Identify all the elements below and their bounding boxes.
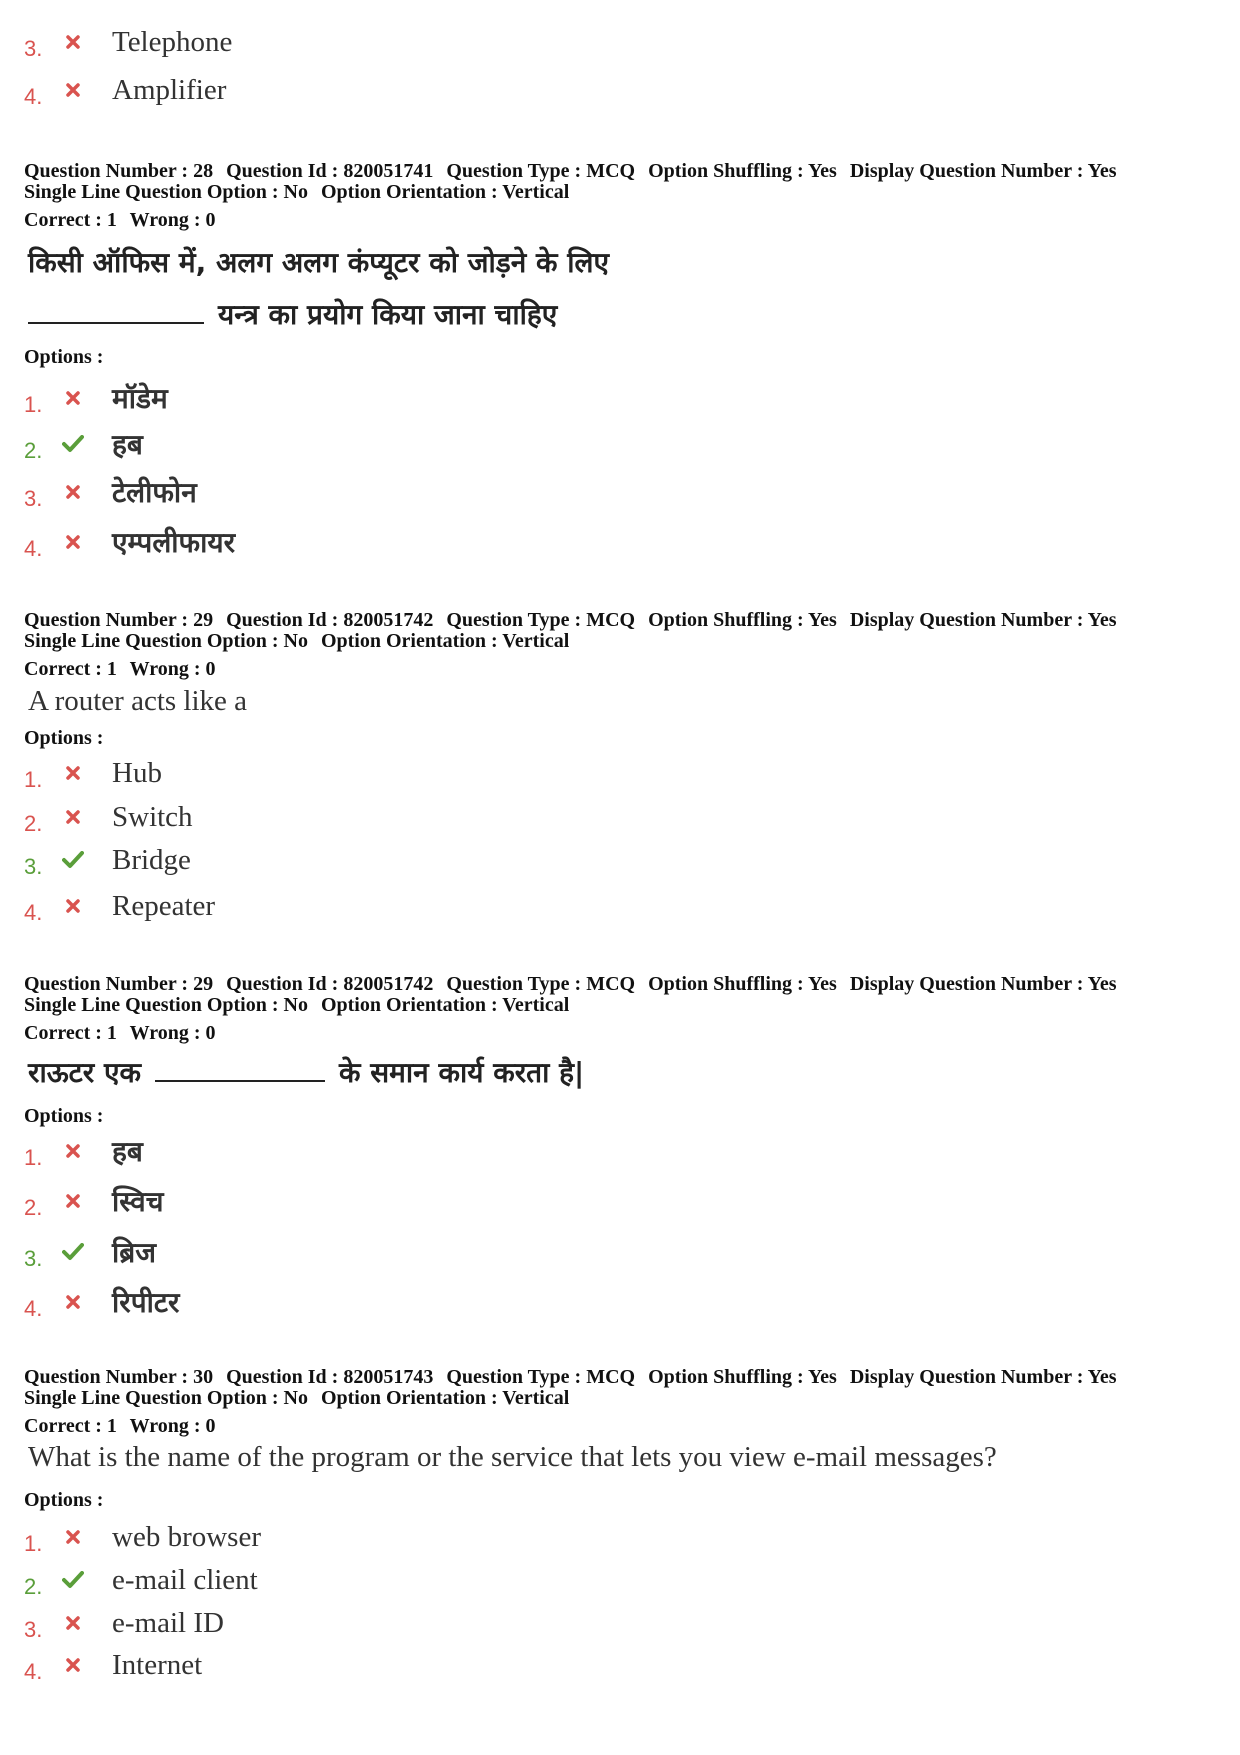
option-text: एम्पलीफायर: [112, 526, 236, 559]
options-label: Options :: [24, 1105, 104, 1127]
option-number: 4.: [24, 84, 43, 109]
option-number: 3.: [24, 854, 43, 879]
question-meta-line2: Single Line Question Option : No Option Orientation : Vertical: [24, 994, 570, 1016]
option-row: [24, 522, 235, 562]
option-row: [24, 22, 232, 62]
option-text: Repeater: [112, 889, 216, 922]
option-row: [24, 797, 193, 837]
cross-icon: [62, 1654, 84, 1676]
cross-icon: [62, 1291, 84, 1313]
option-number: 3.: [24, 1246, 43, 1271]
option-row: [24, 840, 191, 880]
question-number: 29: [193, 973, 214, 995]
cross-icon: [62, 531, 84, 553]
option-text: Telephone: [112, 25, 233, 58]
option-number: 3.: [24, 36, 43, 61]
question-text-line: यन्त्र का प्रयोग किया जाना चाहिए: [28, 295, 557, 333]
options-label: Options :: [24, 346, 104, 368]
option-text: रिपीटर: [112, 1286, 180, 1319]
question-score: Correct : 1 Wrong : 0: [24, 658, 216, 680]
option-text: e-mail client: [112, 1563, 258, 1596]
option-text: ब्रिज: [112, 1236, 157, 1269]
cross-icon: [62, 387, 84, 409]
cross-icon: [62, 1140, 84, 1162]
question-meta-line1: Question Number : 29 Question Id : 820051742 Question Type : MCQ Option Shuffling : Yes Display Question Number : Yes: [24, 609, 1117, 631]
option-row: [24, 753, 162, 793]
option-row: [24, 378, 168, 418]
question-score: Correct : 1 Wrong : 0: [24, 1022, 216, 1044]
question-score: Correct : 1 Wrong : 0: [24, 1415, 216, 1437]
question-id: 820051741: [343, 160, 434, 182]
option-number: 4.: [24, 1659, 43, 1684]
option-text: e-mail ID: [112, 1606, 224, 1639]
option-row: [24, 1645, 202, 1685]
option-number: 3.: [24, 1617, 43, 1642]
question-meta-line1: Question Number : 29 Question Id : 820051742 Question Type : MCQ Option Shuffling : Yes Display Question Number : Yes: [24, 973, 1117, 995]
check-icon: [62, 433, 84, 455]
question-id: 820051742: [343, 609, 434, 631]
option-text: Hub: [112, 756, 162, 789]
question-text-line: राऊटर एक के समान कार्य करता है|: [28, 1056, 585, 1089]
question-text-line: A router acts like a: [28, 685, 248, 717]
check-icon: [62, 849, 84, 871]
cross-icon: [62, 1526, 84, 1548]
option-number: 1.: [24, 1531, 43, 1556]
option-number: 4.: [24, 536, 43, 561]
cross-icon: [62, 1612, 84, 1634]
question-number: 29: [193, 609, 214, 631]
answer-blank: [155, 1080, 325, 1082]
option-text: टेलीफोन: [112, 476, 197, 509]
option-text: हब: [112, 428, 143, 461]
cross-icon: [62, 806, 84, 828]
question-text-line: किसी ऑफिस में, अलग अलग कंप्यूटर को जोड़ने के लिए: [28, 246, 610, 279]
option-number: 1.: [24, 767, 43, 792]
option-number: 2.: [24, 811, 43, 836]
question-meta-line1: Question Number : 28 Question Id : 820051741 Question Type : MCQ Option Shuffling : Yes Display Question Number : Yes: [24, 160, 1117, 182]
options-label: Options :: [24, 727, 104, 749]
option-row: [24, 886, 215, 926]
option-row: [24, 70, 226, 110]
option-number: 4.: [24, 1296, 43, 1321]
option-number: 1.: [24, 392, 43, 417]
option-text: web browser: [112, 1520, 261, 1553]
question-number: 30: [193, 1366, 214, 1388]
question-meta-line2: Single Line Question Option : No Option Orientation : Vertical: [24, 1387, 570, 1409]
cross-icon: [62, 895, 84, 917]
question-meta-line1: Question Number : 30 Question Id : 820051743 Question Type : MCQ Option Shuffling : Yes Display Question Number : Yes: [24, 1366, 1117, 1388]
question-id: 820051742: [343, 973, 434, 995]
question-meta-line2: Single Line Question Option : No Option Orientation : Vertical: [24, 630, 570, 652]
option-number: 2.: [24, 1195, 43, 1220]
check-icon: [62, 1241, 84, 1263]
option-number: 2.: [24, 438, 43, 463]
check-icon: [62, 1569, 84, 1591]
question-score: Correct : 1 Wrong : 0: [24, 209, 216, 231]
option-text: Bridge: [112, 843, 191, 876]
cross-icon: [62, 79, 84, 101]
question-id: 820051743: [343, 1366, 434, 1388]
option-number: 2.: [24, 1574, 43, 1599]
option-row: [24, 1603, 224, 1643]
option-row: [24, 1232, 156, 1272]
option-text: मॉडेम: [112, 382, 168, 415]
option-text: हब: [112, 1135, 143, 1168]
option-row: [24, 1131, 143, 1171]
answer-blank: [28, 322, 204, 324]
option-row: [24, 1282, 179, 1322]
cross-icon: [62, 31, 84, 53]
question-number: 28: [193, 160, 214, 182]
option-row: [24, 1560, 258, 1600]
question-meta-line2: Single Line Question Option : No Option Orientation : Vertical: [24, 181, 570, 203]
cross-icon: [62, 481, 84, 503]
option-text: Amplifier: [112, 73, 227, 106]
question-text-line: What is the name of the program or the service that lets you view e-mail messages?: [28, 1441, 997, 1473]
option-row: [24, 472, 197, 512]
option-number: 4.: [24, 900, 43, 925]
option-number: 1.: [24, 1145, 43, 1170]
cross-icon: [62, 762, 84, 784]
option-row: [24, 424, 143, 464]
option-text: Switch: [112, 800, 193, 833]
option-text: स्विच: [112, 1185, 164, 1218]
option-row: [24, 1181, 164, 1221]
options-label: Options :: [24, 1489, 104, 1511]
option-text: Internet: [112, 1648, 203, 1681]
option-row: [24, 1517, 261, 1557]
option-number: 3.: [24, 486, 43, 511]
cross-icon: [62, 1190, 84, 1212]
